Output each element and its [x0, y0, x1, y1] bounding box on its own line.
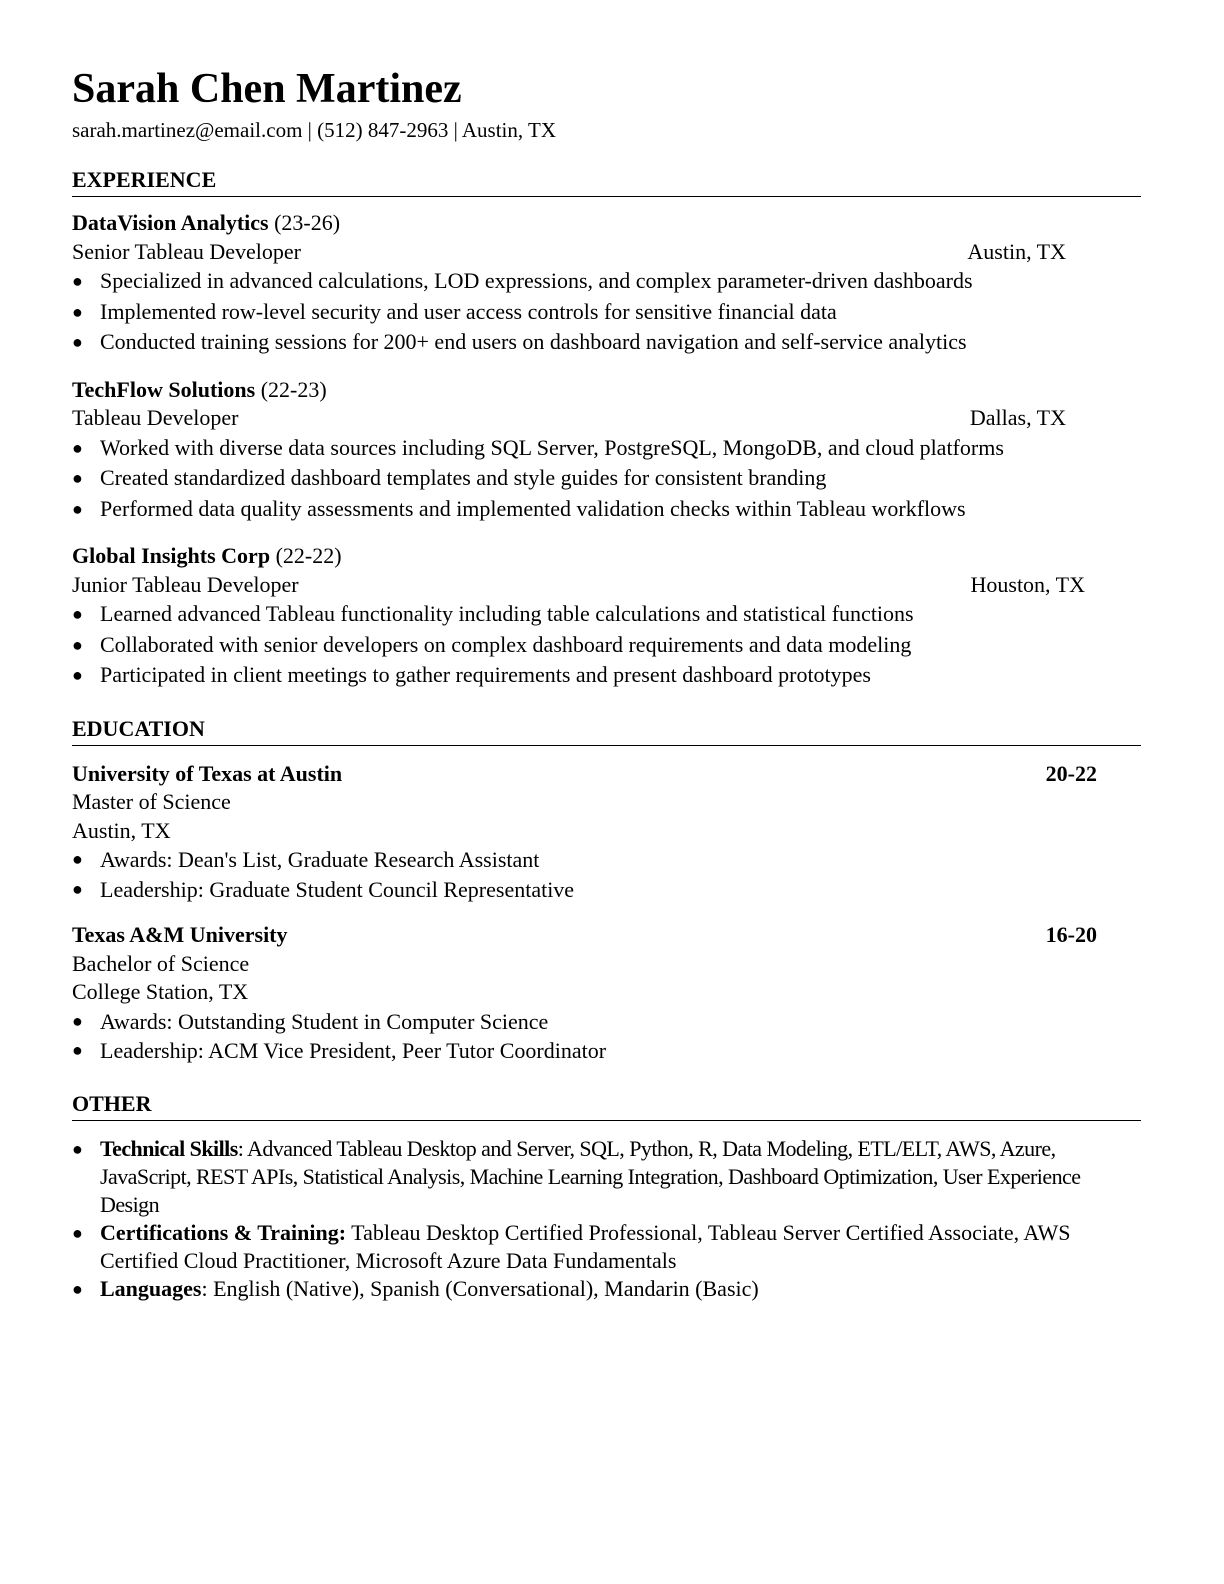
- bullet-icon: ●: [72, 1010, 83, 1031]
- bullet-icon: ●: [72, 437, 83, 458]
- job-dates: (22-22): [275, 543, 342, 568]
- school-name: Texas A&M University: [72, 922, 288, 947]
- school-dates: 20-22: [1045, 760, 1097, 786]
- job-header: [72, 209, 1141, 238]
- job-role: Senior Tableau Developer: [72, 238, 301, 264]
- bullet-icon: ●: [72, 878, 83, 899]
- bullet-icon: ●: [72, 271, 83, 291]
- section-title-education: EDUCATION: [72, 715, 1141, 746]
- job-location: Austin, TX: [967, 238, 1066, 264]
- company-name: Global Insights Corp: [72, 543, 271, 568]
- bullet-icon: ●: [72, 468, 83, 488]
- job-dates: (22-23): [260, 376, 327, 402]
- job-entry: [72, 542, 1141, 599]
- bullet-icon: ●: [72, 301, 83, 322]
- resume-page: [72, 62, 1141, 1303]
- bullet-icon: ●: [72, 849, 83, 869]
- list-item: ● Collaborated with senior developers on complex dashboard requirements and data modeling: [72, 630, 1141, 661]
- bullet-icon: ●: [72, 1040, 83, 1060]
- job-role: Junior Tableau Developer: [72, 571, 299, 597]
- contact-line: sarah.martinez@email.com | (512) 847-2963 | Austin, TX: [72, 118, 557, 142]
- school-dates: 16-20: [1045, 922, 1097, 947]
- bullet-icon: ●: [72, 1138, 83, 1159]
- job-bullets: [72, 433, 1141, 525]
- list-item: ● Leadership: ACM Vice President, Peer Tutor Coordinator: [72, 1036, 1141, 1066]
- company-name: TechFlow Solutions: [72, 376, 256, 402]
- list-item: ● Learned advanced Tableau functionality including table calculations and statistical functions: [72, 599, 1141, 630]
- degree: Bachelor of Science: [72, 950, 250, 976]
- list-item: ● Worked with diverse data sources including SQL Server, PostgreSQL, MongoDB, and cloud platforms: [72, 433, 1141, 464]
- list-item: ● Performed data quality assessments and implemented validation checks within Tableau workflows: [72, 494, 1141, 525]
- bullet-icon: ●: [72, 1278, 83, 1299]
- list-item: ● Conducted training sessions for 200+ end users on dashboard navigation and self-service analytics: [72, 327, 1141, 358]
- list-item-languages: ● Languages: English (Native), Spanish (Conversational), Mandarin (Basic): [72, 1275, 759, 1301]
- job-header: [72, 542, 1141, 571]
- job-bullets: [72, 266, 1141, 358]
- school-name: University of Texas at Austin: [72, 760, 343, 786]
- school-location: College Station, TX: [72, 979, 249, 1004]
- other-list: [72, 1135, 1141, 1303]
- job-location: Houston, TX: [970, 571, 1085, 597]
- list-item: ● Specialized in advanced calculations, LOD expressions, and complex parameter-driven dashboards: [72, 266, 1141, 297]
- list-item: ● Participated in client meetings to gather requirements and present dashboard prototypes: [72, 660, 1141, 691]
- degree: Master of Science: [72, 789, 231, 814]
- bullet-icon: ●: [72, 634, 83, 655]
- bullet-icon: ●: [72, 498, 83, 519]
- list-item: ● Created standardized dashboard templates and style guides for consistent branding: [72, 463, 1141, 494]
- bullet-icon: ●: [72, 332, 83, 352]
- school-bullets: [72, 845, 1141, 904]
- list-item: ● Awards: Outstanding Student in Computer Science: [72, 1007, 1141, 1037]
- school-bullets: [72, 1007, 1141, 1066]
- company-name: DataVision Analytics: [72, 210, 269, 235]
- school-entry: [72, 760, 1141, 846]
- job-header: [72, 376, 1141, 405]
- job-bullets: [72, 599, 1141, 691]
- job-role: Tableau Developer: [72, 405, 239, 430]
- bullet-icon: ●: [72, 665, 83, 685]
- section-title-other: OTHER: [72, 1090, 1141, 1121]
- list-item-certifications: ● Certifications & Training: Tableau Desktop Certified Professional, Tableau Server Certified Associate, AWS Certified Cloud Practitioner, Microsoft Azure Data Fundamentals: [72, 1219, 1071, 1273]
- school-location: Austin, TX: [72, 817, 171, 843]
- job-entry: [72, 376, 1141, 433]
- bullet-icon: ●: [72, 604, 83, 624]
- list-item: ● Implemented row-level security and user access controls for sensitive financial data: [72, 297, 1141, 328]
- list-item: ● Awards: Dean's List, Graduate Research Assistant: [72, 845, 1141, 875]
- candidate-name: Sarah Chen Martinez: [72, 66, 462, 112]
- bullet-icon: ●: [72, 1222, 83, 1243]
- section-title-experience: EXPERIENCE: [72, 166, 1141, 197]
- list-item-technical-skills: ● Technical Skills: Advanced Tableau Desktop and Server, SQL, Python, R, Data Modeling, ETL/ELT, AWS, Azure, JavaScript, REST APIs, Statistical Analysis, Machine Learning Integration, Dashboard Optimization, User Experience Design: [72, 1135, 1081, 1217]
- job-location: Dallas, TX: [969, 405, 1066, 430]
- job-dates: (23-26): [274, 210, 341, 235]
- job-entry: [72, 209, 1141, 266]
- school-entry: [72, 921, 1141, 1007]
- list-item: ● Leadership: Graduate Student Council Representative: [72, 875, 1141, 905]
